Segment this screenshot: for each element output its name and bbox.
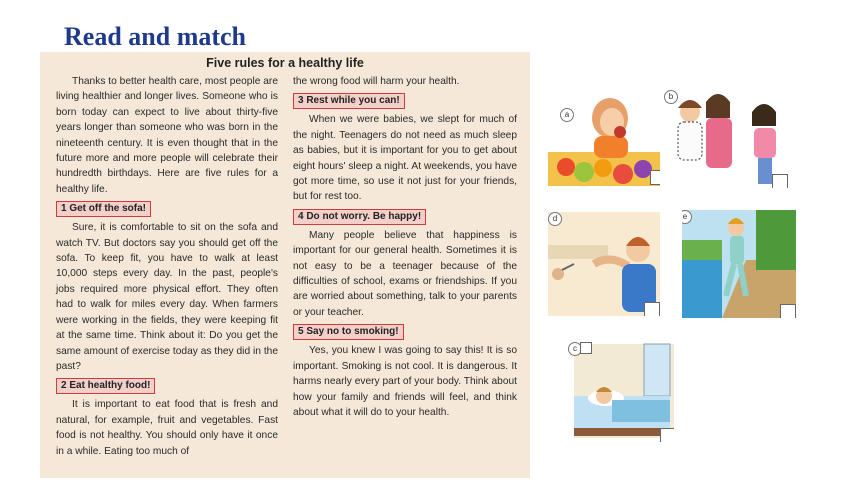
article-panel — [40, 52, 530, 478]
picture-c-label: c — [568, 342, 582, 356]
picture-b-answer-box[interactable] — [772, 174, 788, 188]
picture-d-label: d — [548, 212, 562, 226]
picture-a-label: a — [560, 108, 574, 122]
picture-d — [548, 212, 660, 316]
rule-1-heading: 1 Get off the sofa! — [56, 201, 151, 217]
rule-5-heading: 5 Say no to smoking! — [293, 324, 404, 340]
walking-outdoors-icon — [682, 210, 796, 318]
picture-e-answer-box[interactable] — [780, 304, 796, 318]
picture-b-label: b — [664, 90, 678, 104]
sleeping-in-bed-icon — [568, 340, 674, 442]
friends-group-icon — [662, 88, 792, 188]
rule-3-text: When we were babies, we slept for much of the night. Teenagers do not need as much sleep as babies, but it is important for you to get about eight hours' sleep a night. At weekends, you have got more time, so use it not just for your friends, but for rest too. — [293, 114, 517, 203]
article-right-column — [293, 74, 517, 420]
picture-b — [662, 88, 792, 188]
article-left-column — [56, 74, 278, 459]
rule-5-text: Yes, you knew I was going to say this! It is so important. Smoking is not cool. It is dangerous. It harms nearly every part of your body. Think about how your family and friends will feel, and think about what it will do to your health. — [293, 345, 517, 418]
picture-a-answer-box[interactable] — [650, 170, 660, 185]
rule-2-continuation: the wrong food will harm your health. — [293, 76, 460, 87]
rule-1-text: Sure, it is comfortable to sit on the sofa and watch TV. But doctors say you should get off the sofa. To keep fit, you have to walk at least 10,000 steps every day. In the past, people's jobs required more physical effort. They often had to walk for miles every day. When farmers were working in the fields, they were keeping fit at the same time. Think about it: Do you get the same amount of exercise today as they did in the past? — [56, 222, 278, 372]
rule-3-heading: 3 Rest while you can! — [293, 93, 405, 109]
picture-e — [682, 210, 796, 318]
picture-a — [548, 92, 660, 186]
rule-2-heading: 2 Eat healthy food! — [56, 378, 155, 394]
picture-e-label: e — [682, 210, 692, 224]
rule-4-text: Many people believe that happiness is important for our general health. Sometimes it is not easy to be a teenager because of the difficulties of school, exams or friendships. If you are worried about something, talk to your parents or your teacher. — [293, 229, 517, 318]
picture-c-answer-box[interactable] — [580, 342, 592, 354]
article-title: Five rules for a healthy life — [206, 56, 364, 70]
intro-paragraph: Thanks to better health care, most people are living healthier and longer lives. Someone who is born today can expect to live about thirty-five years longer than someone who was born in the nineteenth century. It is even thought that in the future more and more people will celebrate their hundredth birthdays. Here are five rules for a healthy life. — [56, 76, 278, 195]
refusing-cigarette-icon — [548, 212, 660, 316]
slide-title: Read and match — [64, 22, 247, 51]
girl-eating-fruit-icon — [548, 92, 660, 186]
picture-c-lower-box[interactable] — [660, 428, 674, 442]
picture-d-answer-box[interactable] — [644, 302, 660, 316]
picture-c — [568, 340, 674, 442]
rule-4-heading: 4 Do not worry. Be happy! — [293, 209, 426, 225]
rule-2-text: It is important to eat food that is fresh and natural, for example, fruit and vegetables. Fast food is not healthy. You should only have it once in a while. Eating too much of — [56, 399, 278, 457]
